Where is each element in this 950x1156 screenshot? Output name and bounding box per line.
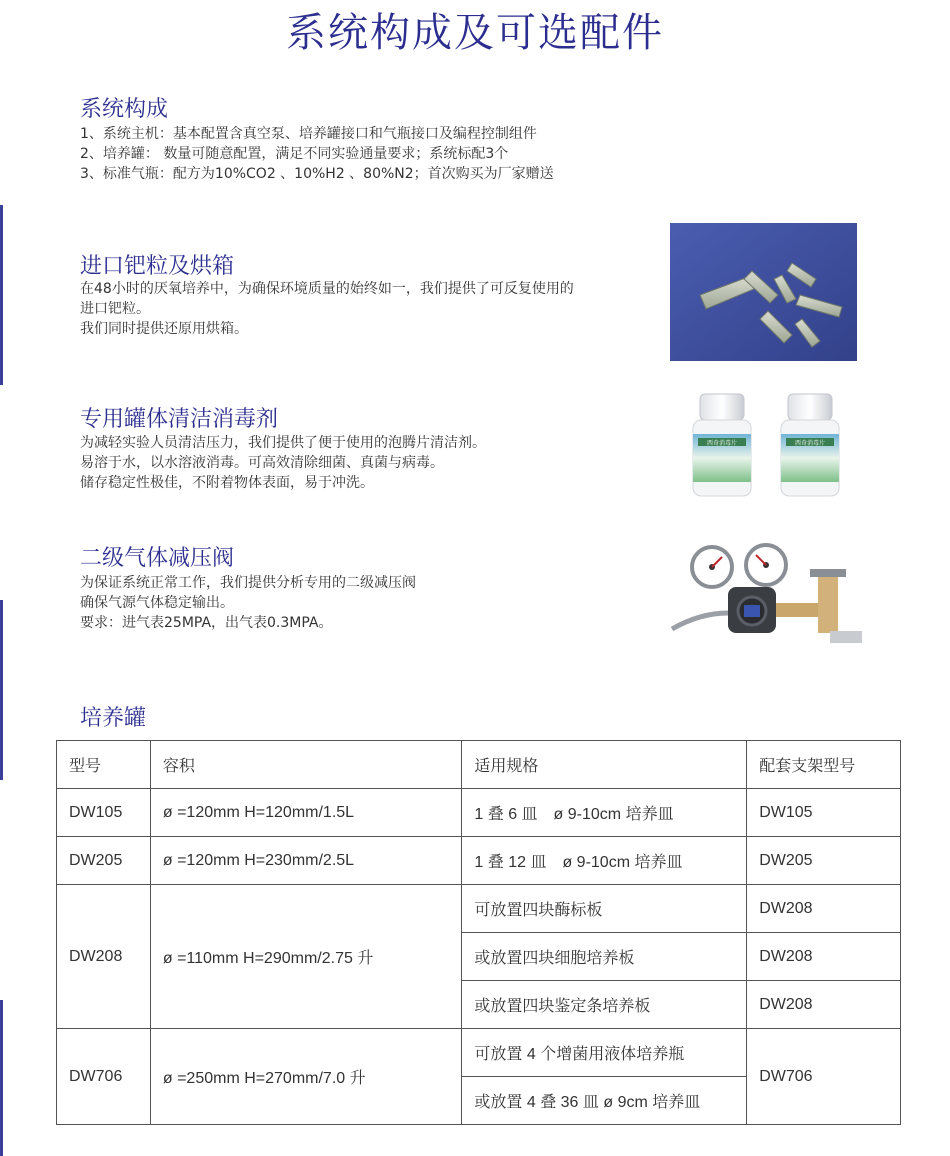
cell-spec: 或放置四块细胞培养板 [462,933,747,981]
jar-heading: 培养罐 [80,706,147,731]
jar-spec-table [56,740,901,1125]
system-line: 1、系统主机：基本配置含真空泵、培养罐接口和气瓶接口及编程控制组件 [80,126,537,142]
page-title: 系统构成及可选配件 [286,10,664,56]
cell-volume: ø =120mm H=120mm/1.5L [150,789,462,837]
edge-mark [0,600,3,780]
cell-stand: DW205 [747,837,901,885]
palladium-line: 我们同时提供还原用烘箱。 [80,321,248,337]
table-row [57,885,901,933]
cleaner-line: 储存稳定性极佳，不附着物体表面，易于冲洗。 [80,475,374,491]
table-row [57,1029,901,1077]
header-model: 型号 [57,741,151,789]
cell-spec: 1 叠 6 皿 ø 9-10cm 培养皿 [462,789,747,837]
valve-heading: 二级气体减压阀 [80,546,235,571]
cell-spec: 或放置 4 叠 36 皿 ø 9cm 培养皿 [462,1077,747,1125]
cell-volume: ø =250mm H=270mm/7.0 升 [150,1029,462,1125]
cell-spec: 可放置四块酶标板 [462,885,747,933]
palladium-line: 进口钯粒。 [80,301,150,317]
palladium-pellets-photo [670,223,857,361]
system-line: 3、标准气瓶：配方为10%CO2 、10%H2 、80%N2；首次购买为厂家赠送 [80,166,554,182]
system-line: 2、培养罐： 数量可随意配置，满足不同实验通量要求；系统标配3个 [80,146,509,162]
cell-model: DW208 [57,885,151,1029]
valve-description [80,573,416,633]
cell-stand: DW105 [747,789,901,837]
cell-stand: DW208 [747,981,901,1029]
bottle-label: 西奇消毒片 [794,440,826,447]
cell-stand: DW208 [747,933,901,981]
cell-spec: 可放置 4 个增菌用液体培养瓶 [462,1029,747,1077]
edge-mark [0,1000,3,1156]
valve-line: 确保气源气体稳定输出。 [80,595,234,611]
system-description [80,124,554,184]
table-header-row [57,741,901,789]
cleaner-line: 易溶于水，以水溶液消毒。可高效清除细菌、真菌与病毒。 [80,455,444,471]
disinfectant-bottles-photo [688,392,856,500]
bottle-label: 西奇消毒片 [706,440,738,447]
cell-model: DW706 [57,1029,151,1125]
cell-volume: ø =110mm H=290mm/2.75 升 [150,885,462,1029]
edge-mark [0,205,3,385]
palladium-heading: 进口钯粒及烘箱 [80,254,235,279]
palladium-description [80,279,574,339]
valve-line: 要求：进气表25MPA，出气表0.3MPA。 [80,615,333,631]
pressure-regulator-photo [670,543,862,643]
header-volume: 容积 [150,741,462,789]
cleaner-description [80,433,486,493]
cell-spec: 1 叠 12 皿 ø 9-10cm 培养皿 [462,837,747,885]
system-heading: 系统构成 [80,97,169,122]
header-stand: 配套支架型号 [747,741,901,789]
cell-model: DW205 [57,837,151,885]
cell-stand: DW208 [747,885,901,933]
table-row [57,837,901,885]
valve-line: 为保证系统正常工作，我们提供分析专用的二级减压阀 [80,575,416,591]
cleaner-heading: 专用罐体清洁消毒剂 [80,407,279,432]
cleaner-line: 为减轻实验人员清洁压力，我们提供了便于使用的泡腾片清洁剂。 [80,435,486,451]
header-spec: 适用规格 [462,741,747,789]
cell-stand: DW706 [747,1029,901,1125]
table-row [57,789,901,837]
cell-model: DW105 [57,789,151,837]
palladium-line: 在48小时的厌氧培养中，为确保环境质量的始终如一，我们提供了可反复使用的 [80,281,574,297]
cell-spec: 或放置四块鉴定条培养板 [462,981,747,1029]
cell-volume: ø =120mm H=230mm/2.5L [150,837,462,885]
